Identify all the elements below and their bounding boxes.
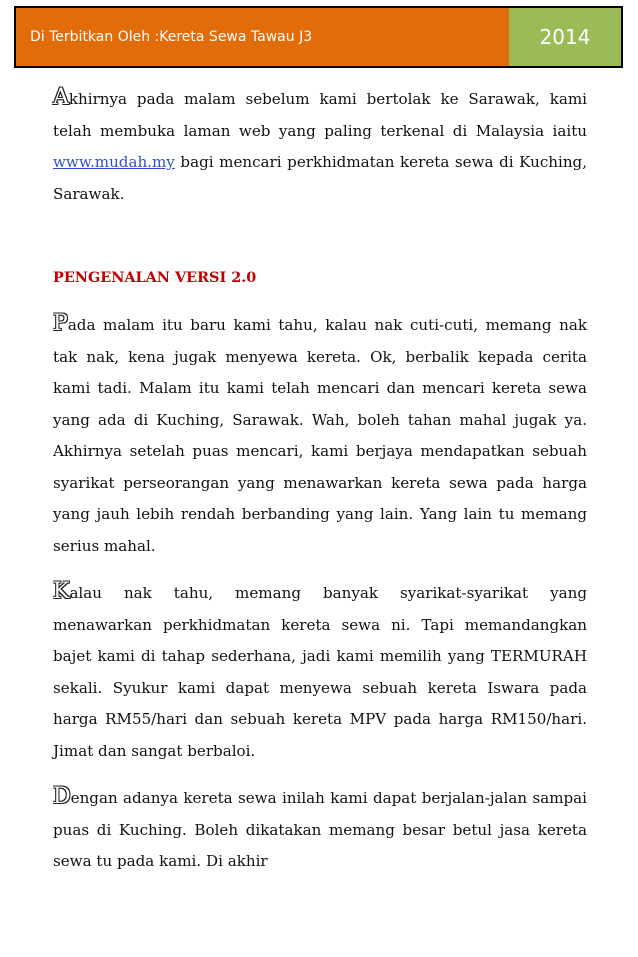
paragraph-text: ada malam itu baru kami tahu, kalau nak cuti-cuti, memang nak tak nak, kena jugak menyewa kereta. Ok, berbalik kepada cerita kami tadi. Malam itu kami telah mencari dan mencari kereta sewa yang ada di Kuching, Sarawak. Wah, boleh tahan mahal jugak ya. Akhirnya setelah puas mencari, kami berjaya mendapatkan sebuah syarikat perseorangan yang menawarkan kereta sewa pada harga yang jauh lebih rendah berbanding yang lain. Yang lain tu memang serius mahal.: [53, 316, 587, 555]
article-body: [53, 82, 587, 892]
paragraph-text: engan adanya kereta sewa inilah kami dapat berjalan-jalan sampai puas di Kuching. Boleh dikatakan memang besar betul jasa kereta sewa tu pada kami. Di akhir: [53, 789, 587, 870]
mudah-link[interactable]: www.mudah.my: [53, 153, 175, 171]
paragraph-text: bagi mencari perkhidmatan kereta sewa di Kuching, Sarawak.: [53, 153, 587, 203]
drop-cap: P: [53, 311, 68, 336]
drop-cap: D: [53, 784, 71, 809]
paragraph-3: [53, 576, 587, 767]
paragraph-text: alau nak tahu, memang banyak syarikat-syarikat yang menawarkan perkhidmatan kereta sewa ni. Tapi memandangkan bajet kami di tahap sederhana, jadi kami memilih yang TERMURAH sekali. Syukur kami dapat menyewa sebuah kereta Iswara pada harga RM55/hari dan sebuah kereta MPV pada harga RM150/hari. Jimat dan sangat berbaloi.: [53, 584, 587, 760]
paragraph-2: [53, 308, 587, 562]
page-header: [14, 6, 623, 68]
paragraph-1: [53, 82, 587, 210]
drop-cap: K: [53, 579, 70, 604]
paragraph-4: [53, 781, 587, 878]
paragraph-text: khirnya pada malam sebelum kami bertolak ke Sarawak, kami telah membuka laman web yang paling terkenal di Malaysia iaitu: [53, 90, 587, 140]
year-label: 2014: [509, 8, 621, 66]
publisher-label: Di Terbitkan Oleh :Kereta Sewa Tawau J3: [16, 8, 509, 66]
drop-cap: A: [53, 85, 69, 110]
section-heading: PENGENALAN VERSI 2.0: [53, 269, 257, 286]
